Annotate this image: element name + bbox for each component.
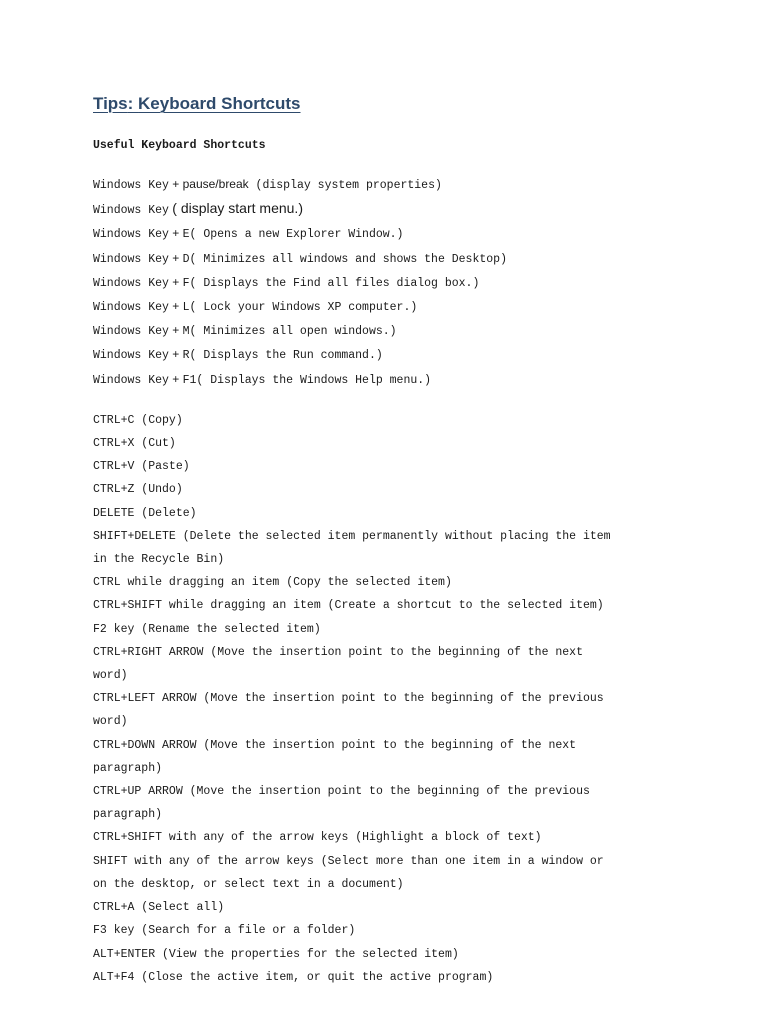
shortcut-line: DELETE (Delete) bbox=[93, 506, 197, 520]
shortcut-key: Windows Key bbox=[93, 325, 169, 339]
shortcut-plus: + bbox=[168, 226, 183, 241]
shortcut-line bbox=[93, 197, 733, 222]
shortcut-line: on the desktop, or select text in a document) bbox=[93, 877, 404, 891]
shortcut-line: CTRL+SHIFT with any of the arrow keys (Highlight a block of text) bbox=[93, 831, 542, 845]
shortcut-description: (display system properties) bbox=[248, 179, 442, 192]
shortcut-description: ( Minimizes all windows and shows the Desktop) bbox=[189, 252, 507, 266]
shortcut-plus: + bbox=[168, 250, 183, 265]
shortcut-line: F2 key (Rename the selected item) bbox=[93, 622, 321, 636]
shortcut-combo: L bbox=[182, 301, 190, 315]
shortcut-line: paragraph) bbox=[93, 761, 163, 775]
shortcut-line bbox=[93, 173, 733, 197]
shortcut-description: ( Displays the Run command.) bbox=[189, 349, 383, 363]
windows-key-shortcut-list bbox=[93, 173, 733, 392]
shortcut-combo: D bbox=[182, 252, 190, 266]
shortcut-key: Windows Key bbox=[93, 179, 169, 192]
shortcut-line: CTRL+A (Select all) bbox=[93, 901, 225, 915]
shortcut-description: ( Minimizes all open windows.) bbox=[189, 325, 397, 339]
shortcut-line: paragraph) bbox=[93, 808, 163, 822]
shortcut-description: ( Lock your Windows XP computer.) bbox=[189, 301, 418, 315]
shortcut-plus: + bbox=[168, 299, 183, 314]
shortcut-combo: F bbox=[182, 276, 190, 290]
title-separator: : bbox=[127, 94, 139, 113]
general-shortcut-list bbox=[93, 409, 733, 989]
shortcut-plus: + bbox=[168, 323, 183, 338]
shortcut-line: CTRL while dragging an item (Copy the selected item) bbox=[93, 576, 452, 590]
section-heading: Useful Keyboard Shortcuts bbox=[93, 139, 266, 152]
shortcut-line: SHIFT with any of the arrow keys (Select more than one item in a window or bbox=[93, 854, 604, 868]
shortcut-plus: + bbox=[168, 274, 183, 289]
page-title bbox=[93, 92, 733, 116]
shortcut-line: word) bbox=[93, 669, 128, 683]
shortcut-line: CTRL+RIGHT ARROW (Move the insertion point to the beginning of the next bbox=[93, 645, 583, 659]
shortcut-line: CTRL+C (Copy) bbox=[93, 413, 183, 427]
shortcut-line bbox=[93, 343, 733, 367]
shortcut-line: CTRL+LEFT ARROW (Move the insertion point to the beginning of the previous bbox=[93, 692, 604, 706]
shortcut-line: CTRL+X (Cut) bbox=[93, 437, 176, 451]
shortcut-line: in the Recycle Bin) bbox=[93, 553, 225, 567]
shortcut-combo: R bbox=[182, 349, 190, 363]
shortcut-line: F3 key (Search for a file or a folder) bbox=[93, 924, 356, 938]
shortcut-line bbox=[93, 271, 733, 295]
shortcut-description: ( Displays the Find all files dialog box.) bbox=[189, 276, 480, 290]
document-page bbox=[93, 92, 733, 989]
shortcut-line: CTRL+SHIFT while dragging an item (Create a shortcut to the selected item) bbox=[93, 599, 604, 613]
shortcut-combo: pause/break bbox=[182, 177, 249, 191]
shortcut-line bbox=[93, 222, 733, 246]
shortcut-line bbox=[93, 247, 733, 271]
shortcut-plus: + bbox=[168, 371, 183, 386]
shortcut-key: Windows Key bbox=[93, 276, 169, 290]
shortcut-line bbox=[93, 368, 733, 392]
shortcut-key: Windows Key bbox=[93, 204, 169, 218]
shortcut-combo: M bbox=[182, 325, 190, 339]
shortcut-line: CTRL+UP ARROW (Move the insertion point to the beginning of the previous bbox=[93, 785, 590, 799]
shortcut-line bbox=[93, 319, 733, 343]
shortcut-line: CTRL+V (Paste) bbox=[93, 460, 190, 474]
shortcut-combo: E bbox=[182, 228, 190, 242]
shortcut-line: CTRL+Z (Undo) bbox=[93, 483, 183, 497]
shortcut-line: ALT+ENTER (View the properties for the selected item) bbox=[93, 947, 459, 961]
shortcut-combo: F1 bbox=[182, 373, 197, 387]
shortcut-description: ( Displays the Windows Help menu.) bbox=[196, 373, 432, 387]
shortcut-key: Windows Key bbox=[93, 252, 169, 266]
shortcut-plus: + bbox=[168, 347, 183, 362]
shortcut-key: Windows Key bbox=[93, 301, 169, 315]
shortcut-key: Windows Key bbox=[93, 349, 169, 363]
title-rest: Keyboard Shortcuts bbox=[138, 94, 301, 113]
shortcut-line bbox=[93, 295, 733, 319]
shortcut-key: Windows Key bbox=[93, 373, 169, 387]
title-prefix: Tips bbox=[93, 94, 128, 113]
shortcut-description: ( Opens a new Explorer Window.) bbox=[189, 228, 404, 242]
shortcut-line: ALT+F4 (Close the active item, or quit the active program) bbox=[93, 970, 494, 984]
shortcut-description: ( display start menu.) bbox=[172, 200, 303, 217]
shortcut-line: word) bbox=[93, 715, 128, 729]
shortcut-key: Windows Key bbox=[93, 228, 169, 242]
shortcut-line: SHIFT+DELETE (Delete the selected item permanently without placing the item bbox=[93, 529, 611, 543]
shortcut-line: CTRL+DOWN ARROW (Move the insertion point to the beginning of the next bbox=[93, 738, 577, 752]
shortcut-plus: + bbox=[168, 177, 183, 191]
